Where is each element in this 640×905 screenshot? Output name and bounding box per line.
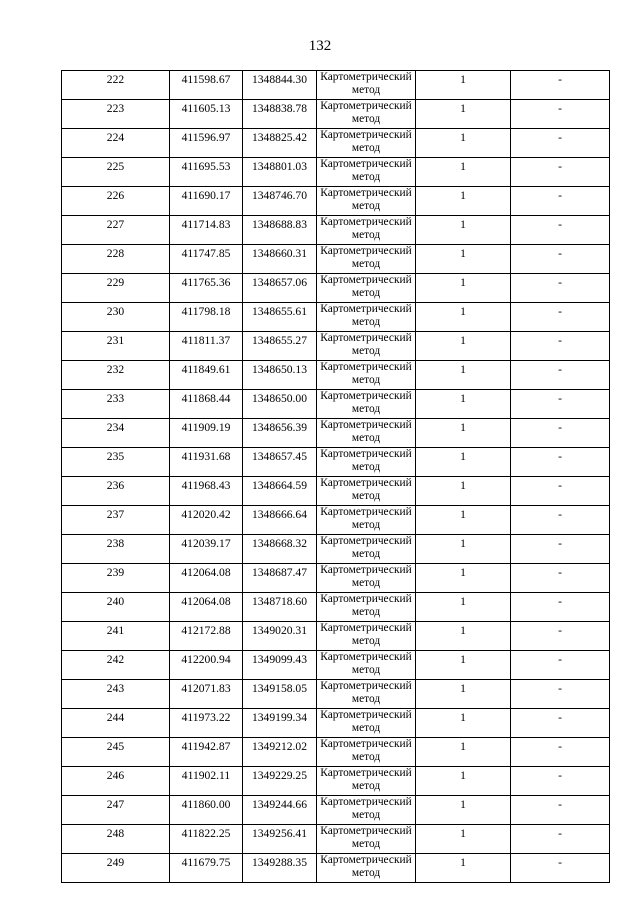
table-row — [62, 129, 610, 158]
accuracy-cell: 1 — [416, 361, 511, 390]
note-cell: - — [511, 158, 610, 187]
point-number-cell: 235 — [62, 448, 170, 477]
y-coordinate-cell: 1349229.25 — [243, 767, 317, 796]
point-number-cell: 248 — [62, 825, 170, 854]
y-coordinate-cell: 1348844.30 — [243, 71, 317, 100]
method-cell: Картометрический метод — [317, 477, 416, 506]
y-coordinate-cell: 1348746.70 — [243, 187, 317, 216]
method-cell: Картометрический метод — [317, 506, 416, 535]
table-row — [62, 71, 610, 100]
x-coordinate-cell: 412020.42 — [170, 506, 243, 535]
method-cell: Картометрический метод — [317, 680, 416, 709]
table-row — [62, 825, 610, 854]
x-coordinate-cell: 411909.19 — [170, 419, 243, 448]
accuracy-cell: 1 — [416, 506, 511, 535]
x-coordinate-cell: 412200.94 — [170, 651, 243, 680]
x-coordinate-cell: 411605.13 — [170, 100, 243, 129]
note-cell: - — [511, 506, 610, 535]
accuracy-cell: 1 — [416, 216, 511, 245]
y-coordinate-cell: 1349256.41 — [243, 825, 317, 854]
table-row — [62, 332, 610, 361]
point-number-cell: 231 — [62, 332, 170, 361]
accuracy-cell: 1 — [416, 158, 511, 187]
note-cell: - — [511, 187, 610, 216]
accuracy-cell: 1 — [416, 796, 511, 825]
point-number-cell: 240 — [62, 593, 170, 622]
table-row — [62, 274, 610, 303]
method-cell: Картометрический метод — [317, 448, 416, 477]
y-coordinate-cell: 1348688.83 — [243, 216, 317, 245]
accuracy-cell: 1 — [416, 100, 511, 129]
note-cell: - — [511, 477, 610, 506]
coordinates-table-body — [62, 71, 610, 883]
point-number-cell: 225 — [62, 158, 170, 187]
y-coordinate-cell: 1348655.61 — [243, 303, 317, 332]
x-coordinate-cell: 411765.36 — [170, 274, 243, 303]
y-coordinate-cell: 1348668.32 — [243, 535, 317, 564]
x-coordinate-cell: 412172.88 — [170, 622, 243, 651]
y-coordinate-cell: 1348666.64 — [243, 506, 317, 535]
accuracy-cell: 1 — [416, 274, 511, 303]
accuracy-cell: 1 — [416, 245, 511, 274]
method-cell: Картометрический метод — [317, 564, 416, 593]
method-cell: Картометрический метод — [317, 129, 416, 158]
method-cell: Картометрический метод — [317, 71, 416, 100]
y-coordinate-cell: 1349158.05 — [243, 680, 317, 709]
table-row — [62, 303, 610, 332]
x-coordinate-cell: 412039.17 — [170, 535, 243, 564]
note-cell: - — [511, 564, 610, 593]
table-row — [62, 622, 610, 651]
note-cell: - — [511, 796, 610, 825]
table-row — [62, 738, 610, 767]
note-cell: - — [511, 419, 610, 448]
accuracy-cell: 1 — [416, 332, 511, 361]
table-row — [62, 187, 610, 216]
x-coordinate-cell: 412064.08 — [170, 593, 243, 622]
accuracy-cell: 1 — [416, 593, 511, 622]
x-coordinate-cell: 411868.44 — [170, 390, 243, 419]
y-coordinate-cell: 1349099.43 — [243, 651, 317, 680]
x-coordinate-cell: 411811.37 — [170, 332, 243, 361]
accuracy-cell: 1 — [416, 564, 511, 593]
note-cell: - — [511, 767, 610, 796]
method-cell: Картометрический метод — [317, 709, 416, 738]
page-number: 132 — [308, 38, 332, 54]
y-coordinate-cell: 1349212.02 — [243, 738, 317, 767]
x-coordinate-cell: 411679.75 — [170, 854, 243, 883]
accuracy-cell: 1 — [416, 535, 511, 564]
table-row — [62, 767, 610, 796]
x-coordinate-cell: 411798.18 — [170, 303, 243, 332]
y-coordinate-cell: 1348687.47 — [243, 564, 317, 593]
table-row — [62, 796, 610, 825]
table-row — [62, 448, 610, 477]
note-cell: - — [511, 651, 610, 680]
accuracy-cell: 1 — [416, 303, 511, 332]
accuracy-cell: 1 — [416, 419, 511, 448]
accuracy-cell: 1 — [416, 71, 511, 100]
method-cell: Картометрический метод — [317, 332, 416, 361]
note-cell: - — [511, 535, 610, 564]
note-cell: - — [511, 100, 610, 129]
x-coordinate-cell: 411849.61 — [170, 361, 243, 390]
y-coordinate-cell: 1348660.31 — [243, 245, 317, 274]
table-row — [62, 854, 610, 883]
table-row — [62, 506, 610, 535]
y-coordinate-cell: 1348664.59 — [243, 477, 317, 506]
table-row — [62, 709, 610, 738]
point-number-cell: 230 — [62, 303, 170, 332]
method-cell: Картометрический метод — [317, 216, 416, 245]
table-row — [62, 158, 610, 187]
table-row — [62, 100, 610, 129]
method-cell: Картометрический метод — [317, 245, 416, 274]
method-cell: Картометрический метод — [317, 651, 416, 680]
y-coordinate-cell: 1348657.45 — [243, 448, 317, 477]
note-cell: - — [511, 622, 610, 651]
note-cell: - — [511, 854, 610, 883]
method-cell: Картометрический метод — [317, 361, 416, 390]
accuracy-cell: 1 — [416, 390, 511, 419]
note-cell: - — [511, 825, 610, 854]
point-number-cell: 223 — [62, 100, 170, 129]
point-number-cell: 237 — [62, 506, 170, 535]
point-number-cell: 241 — [62, 622, 170, 651]
accuracy-cell: 1 — [416, 622, 511, 651]
method-cell: Картометрический метод — [317, 100, 416, 129]
y-coordinate-cell: 1348801.03 — [243, 158, 317, 187]
note-cell: - — [511, 709, 610, 738]
method-cell: Картометрический метод — [317, 825, 416, 854]
table-row — [62, 390, 610, 419]
note-cell: - — [511, 680, 610, 709]
note-cell: - — [511, 593, 610, 622]
table-row — [62, 419, 610, 448]
note-cell: - — [511, 216, 610, 245]
table-row — [62, 651, 610, 680]
x-coordinate-cell: 411690.17 — [170, 187, 243, 216]
x-coordinate-cell: 411973.22 — [170, 709, 243, 738]
accuracy-cell: 1 — [416, 448, 511, 477]
y-coordinate-cell: 1348838.78 — [243, 100, 317, 129]
x-coordinate-cell: 411596.97 — [170, 129, 243, 158]
point-number-cell: 238 — [62, 535, 170, 564]
table-row — [62, 535, 610, 564]
table-row — [62, 477, 610, 506]
y-coordinate-cell: 1349288.35 — [243, 854, 317, 883]
y-coordinate-cell: 1348650.00 — [243, 390, 317, 419]
method-cell: Картометрический метод — [317, 796, 416, 825]
point-number-cell: 247 — [62, 796, 170, 825]
point-number-cell: 227 — [62, 216, 170, 245]
point-number-cell: 243 — [62, 680, 170, 709]
note-cell: - — [511, 303, 610, 332]
point-number-cell: 228 — [62, 245, 170, 274]
point-number-cell: 239 — [62, 564, 170, 593]
table-row — [62, 216, 610, 245]
x-coordinate-cell: 411598.67 — [170, 71, 243, 100]
y-coordinate-cell: 1348650.13 — [243, 361, 317, 390]
note-cell: - — [511, 129, 610, 158]
x-coordinate-cell: 412071.83 — [170, 680, 243, 709]
note-cell: - — [511, 390, 610, 419]
accuracy-cell: 1 — [416, 709, 511, 738]
point-number-cell: 249 — [62, 854, 170, 883]
method-cell: Картометрический метод — [317, 390, 416, 419]
point-number-cell: 244 — [62, 709, 170, 738]
note-cell: - — [511, 361, 610, 390]
table-row — [62, 564, 610, 593]
method-cell: Картометрический метод — [317, 593, 416, 622]
x-coordinate-cell: 411747.85 — [170, 245, 243, 274]
note-cell: - — [511, 245, 610, 274]
method-cell: Картометрический метод — [317, 303, 416, 332]
method-cell: Картометрический метод — [317, 738, 416, 767]
y-coordinate-cell: 1348656.39 — [243, 419, 317, 448]
method-cell: Картометрический метод — [317, 158, 416, 187]
accuracy-cell: 1 — [416, 738, 511, 767]
accuracy-cell: 1 — [416, 825, 511, 854]
y-coordinate-cell: 1348657.06 — [243, 274, 317, 303]
coordinates-table — [61, 70, 610, 883]
point-number-cell: 229 — [62, 274, 170, 303]
y-coordinate-cell: 1349244.66 — [243, 796, 317, 825]
x-coordinate-cell: 411931.68 — [170, 448, 243, 477]
point-number-cell: 242 — [62, 651, 170, 680]
table-row — [62, 593, 610, 622]
x-coordinate-cell: 412064.08 — [170, 564, 243, 593]
x-coordinate-cell: 411968.43 — [170, 477, 243, 506]
y-coordinate-cell: 1348825.42 — [243, 129, 317, 158]
accuracy-cell: 1 — [416, 854, 511, 883]
point-number-cell: 234 — [62, 419, 170, 448]
note-cell: - — [511, 448, 610, 477]
method-cell: Картометрический метод — [317, 767, 416, 796]
accuracy-cell: 1 — [416, 767, 511, 796]
note-cell: - — [511, 71, 610, 100]
x-coordinate-cell: 411822.25 — [170, 825, 243, 854]
table-row — [62, 361, 610, 390]
y-coordinate-cell: 1349020.31 — [243, 622, 317, 651]
x-coordinate-cell: 411860.00 — [170, 796, 243, 825]
method-cell: Картометрический метод — [317, 419, 416, 448]
method-cell: Картометрический метод — [317, 274, 416, 303]
y-coordinate-cell: 1349199.34 — [243, 709, 317, 738]
point-number-cell: 226 — [62, 187, 170, 216]
x-coordinate-cell: 411695.53 — [170, 158, 243, 187]
point-number-cell: 232 — [62, 361, 170, 390]
point-number-cell: 236 — [62, 477, 170, 506]
method-cell: Картометрический метод — [317, 854, 416, 883]
point-number-cell: 233 — [62, 390, 170, 419]
point-number-cell: 224 — [62, 129, 170, 158]
point-number-cell: 222 — [62, 71, 170, 100]
x-coordinate-cell: 411942.87 — [170, 738, 243, 767]
accuracy-cell: 1 — [416, 129, 511, 158]
note-cell: - — [511, 332, 610, 361]
y-coordinate-cell: 1348655.27 — [243, 332, 317, 361]
accuracy-cell: 1 — [416, 187, 511, 216]
accuracy-cell: 1 — [416, 680, 511, 709]
table-row — [62, 245, 610, 274]
y-coordinate-cell: 1348718.60 — [243, 593, 317, 622]
point-number-cell: 245 — [62, 738, 170, 767]
point-number-cell: 246 — [62, 767, 170, 796]
accuracy-cell: 1 — [416, 477, 511, 506]
method-cell: Картометрический метод — [317, 535, 416, 564]
note-cell: - — [511, 274, 610, 303]
table-row — [62, 680, 610, 709]
method-cell: Картометрический метод — [317, 622, 416, 651]
x-coordinate-cell: 411902.11 — [170, 767, 243, 796]
note-cell: - — [511, 738, 610, 767]
x-coordinate-cell: 411714.83 — [170, 216, 243, 245]
accuracy-cell: 1 — [416, 651, 511, 680]
method-cell: Картометрический метод — [317, 187, 416, 216]
